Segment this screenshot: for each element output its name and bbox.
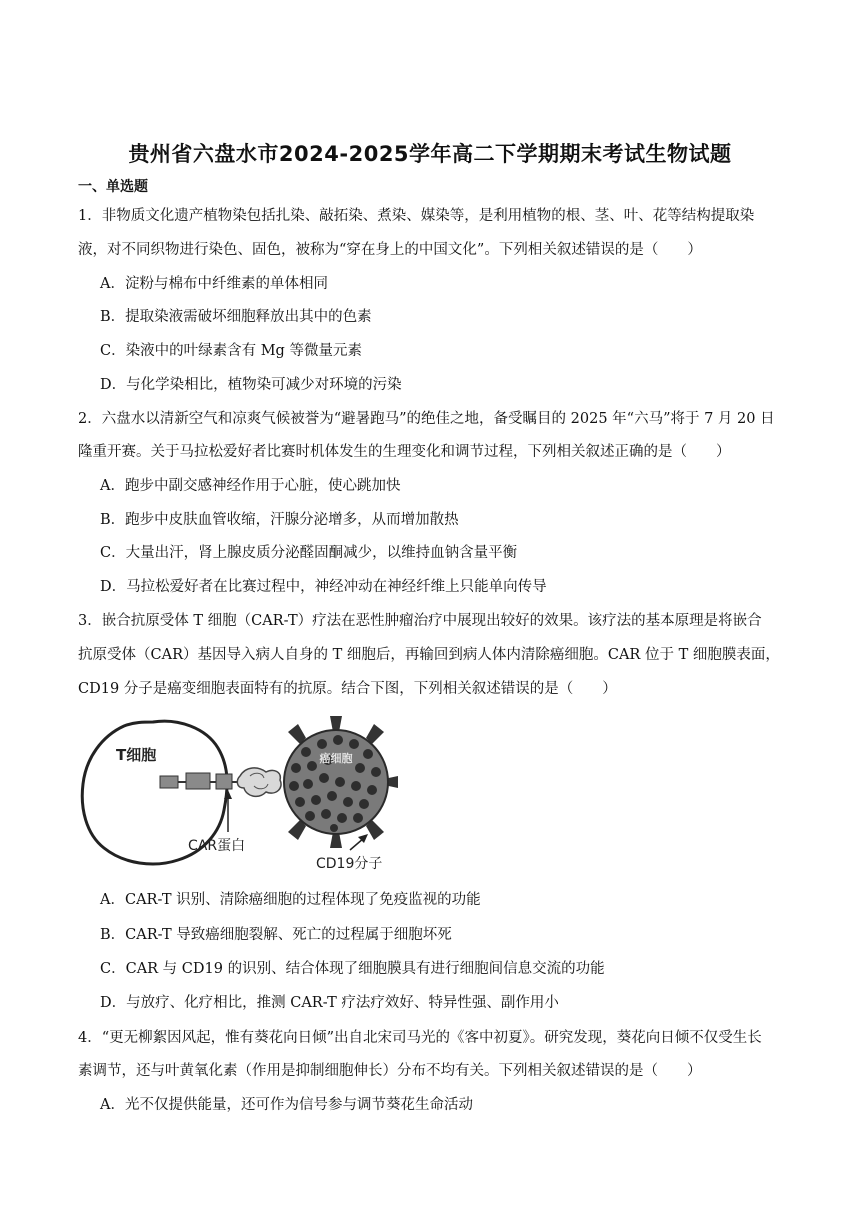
q2-option-a: A．跑步中副交感神经作用于心脏，使心跳加快: [100, 478, 401, 494]
q3-option-d: D．与放疗、化疗相比，推测 CAR-T 疗法疗效好、特异性强、副作用小: [100, 995, 559, 1011]
section-heading: 一、单选题: [78, 179, 148, 195]
t-cell-label: T细胞: [116, 746, 157, 764]
car-label: CAR蛋白: [188, 838, 246, 854]
cancer-cell: [284, 716, 398, 848]
cancer-cell-label: 癌细胞: [319, 752, 353, 765]
q3-stem-line-1: 3．嵌合抗原受体 T 细胞（CAR-T）疗法在恶性肿瘤治疗中展现出较好的效果。该疗法的基本原理是将嵌合: [78, 613, 762, 629]
q2-option-b: B．跑步中皮肤血管收缩，汗腺分泌增多，从而增加散热: [100, 512, 459, 528]
q1-option-a: A．淀粉与棉布中纤维素的单体相同: [100, 276, 328, 292]
car-segment-1: [160, 776, 178, 788]
q3-option-b: B．CAR-T 导致癌细胞裂解、死亡的过程属于细胞坏死: [100, 927, 452, 943]
q4-stem-line-1: 4．“更无柳絮因风起，惟有葵花向日倾”出自北宋司马光的《客中初夏》。研究发现，葵花向日倾不仅受生长: [78, 1030, 762, 1046]
q3-option-c: C．CAR 与 CD19 的识别、结合体现了细胞膜具有进行细胞间信息交流的功能: [100, 961, 605, 977]
q3-stem-line-3: CD19 分子是癌变细胞表面特有的抗原。结合下图，下列相关叙述错误的是（ ）: [78, 681, 617, 697]
cd19-label: CD19分子: [316, 856, 383, 872]
q1-stem-line-1: 1．非物质文化遗产植物染包括扎染、敲拓染、煮染、媒染等，是利用植物的根、茎、叶、花等结构提取染: [78, 208, 755, 224]
q3-option-a: A．CAR-T 识别、清除癌细胞的过程体现了免疫监视的功能: [100, 892, 481, 908]
q2-stem-line-2: 隆重开赛。关于马拉松爱好者比赛时机体发生的生理变化和调节过程，下列相关叙述正确的是（ ）: [78, 444, 731, 460]
car-segment-3: [216, 774, 232, 789]
car-segment-2: [186, 773, 210, 789]
q1-stem-line-2: 液，对不同织物进行染色、固色，被称为“穿在身上的中国文化”。下列相关叙述错误的是（ ）: [78, 242, 702, 258]
q3-stem-line-2: 抗原受体（CAR）基因导入病人自身的 T 细胞后，再输回到病人体内清除癌细胞。CAR 位于 T 细胞膜表面，: [78, 647, 780, 663]
q1-option-b: B．提取染液需破坏细胞释放出其中的色素: [100, 309, 372, 325]
q4-option-a: A．光不仅提供能量，还可作为信号参与调节葵花生命活动: [100, 1097, 473, 1113]
q2-option-d: D．马拉松爱好者在比赛过程中，神经冲动在神经纤维上只能单向传导: [100, 579, 547, 595]
q1-option-c: C．染液中的叶绿素含有 Mg 等微量元素: [100, 343, 362, 359]
car-t-figure: [78, 710, 418, 875]
car-binding-domain: [237, 768, 281, 796]
q2-option-c: C．大量出汗，肾上腺皮质分泌醛固酮减少，以维持血钠含量平衡: [100, 545, 518, 561]
q1-option-d: D．与化学染相比，植物染可减少对环境的污染: [100, 377, 402, 393]
page-title: 贵州省六盘水市2024-2025学年高二下学期期末考试生物试题: [128, 142, 732, 166]
q2-stem-line-1: 2．六盘水以清新空气和凉爽气候被誉为“避暑跑马”的绝佳之地，备受瞩目的 2025 年“六马”将于 7 月 20 日: [78, 411, 775, 427]
q4-stem-line-2: 素调节，还与叶黄氧化素（作用是抑制细胞伸长）分布不均有关。下列相关叙述错误的是（ ）: [78, 1063, 702, 1079]
